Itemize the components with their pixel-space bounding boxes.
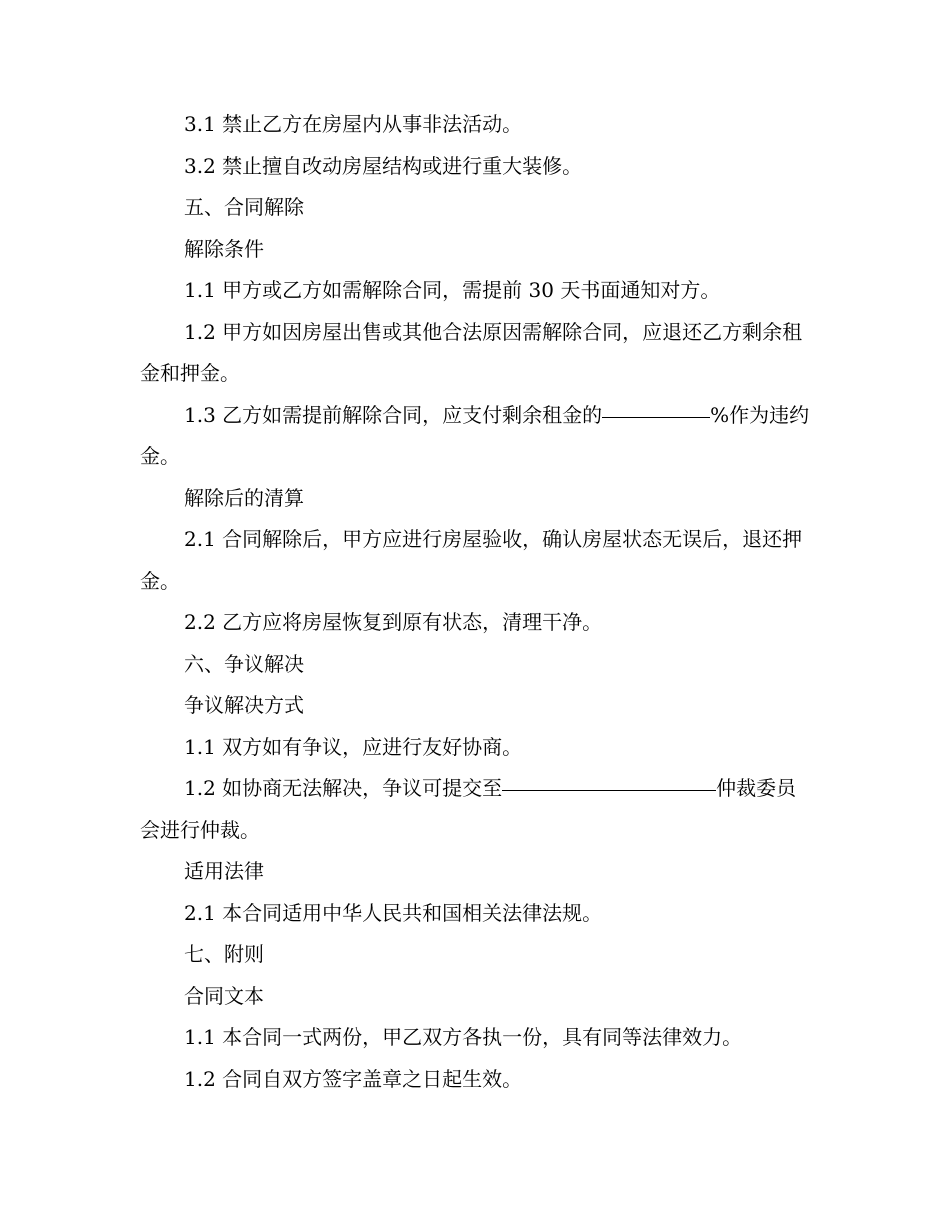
clause-termination-1-3-text-a: 1.3 乙方如需提前解除合同，应支付剩余租金的 [184,402,603,427]
clause-dispute-1-2-text-b: 仲裁委员会进行仲裁。 [140,776,797,842]
clause-text-1-1: 1.1 本合同一式两份，甲乙双方各执一份，具有同等法律效力。 [184,1025,743,1049]
clause-dispute-1-1: 1.1 双方如有争议，应进行友好协商。 [184,734,523,759]
clause-text-1-2: 1.2 合同自双方签字盖章之日起生效。 [184,1066,523,1091]
clause-settlement-2-2: 2.2 乙方应将房屋恢复到原有状态，清理干净。 [184,610,603,634]
subheading-applicable-law: 适用法律 [184,859,264,883]
section-heading-termination: 五、合同解除 [184,195,304,219]
subheading-dispute-method: 争议解决方式 [184,693,304,717]
clause-termination-1-1: 1.1 甲方或乙方如需解除合同，需提前 30 天书面通知对方。 [184,278,721,302]
subheading-contract-text: 合同文本 [184,983,264,1008]
arbitration-committee-blank [502,766,716,791]
clause-dispute-1-2-text-a: 1.2 如协商无法解决，争议可提交至 [184,776,503,800]
penalty-percent-blank [602,393,710,418]
clause-3-1: 3.1 禁止乙方在房屋内从事非法活动。 [184,112,523,136]
clause-settlement-2-1: 2.1 合同解除后，甲方应进行房屋验收，确认房屋状态无误后，退还押金。 [140,527,803,593]
clause-dispute-1-2 [140,768,810,851]
section-heading-dispute: 六、争议解决 [184,651,304,676]
section-heading-supplementary: 七、附则 [184,942,264,966]
document-body [140,104,810,1100]
clause-3-2: 3.2 禁止擅自改动房屋结构或进行重大装修。 [184,153,583,178]
clause-termination-1-3-text-b: %作为违约金。 [140,402,810,468]
subheading-settlement: 解除后的清算 [184,485,304,510]
clause-termination-1-3 [140,395,810,478]
clause-termination-1-2: 1.2 甲方如因房屋出售或其他合法原因需解除合同，应退还乙方剩余租金和押金。 [140,319,803,385]
clause-law-2-1: 2.1 本合同适用中华人民共和国相关法律法规。 [184,900,603,925]
subheading-termination-conditions: 解除条件 [184,236,264,261]
